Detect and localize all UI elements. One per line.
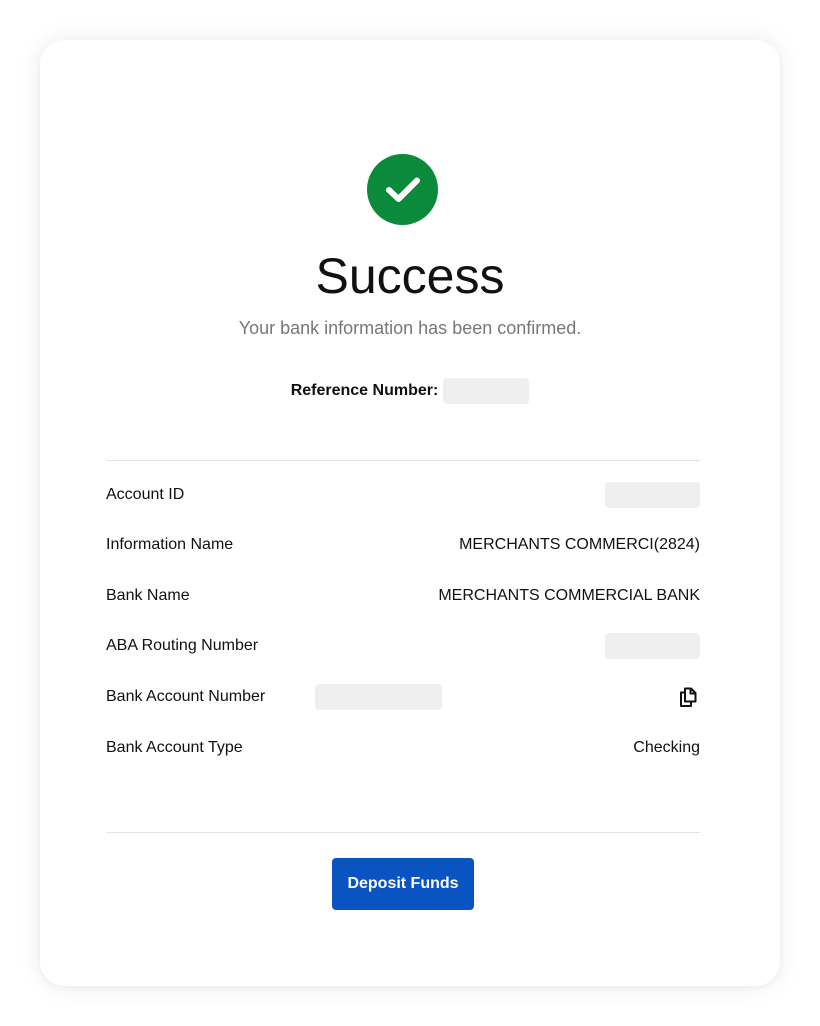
bank-account-type-label: Bank Account Type xyxy=(106,739,243,756)
information-name-value: MERCHANTS COMMERCI(2824) xyxy=(459,536,700,553)
deposit-funds-button[interactable]: Deposit Funds xyxy=(332,858,474,910)
bank-name-value: MERCHANTS COMMERCIAL BANK xyxy=(438,587,700,604)
account-id-label: Account ID xyxy=(106,486,185,503)
information-name-label: Information Name xyxy=(106,536,234,553)
reference-number-value xyxy=(443,378,529,404)
reference-number-label: Reference Number: xyxy=(290,382,439,399)
check-circle-icon xyxy=(367,154,438,225)
page-subtitle: Your bank information has been confirmed. xyxy=(238,318,582,338)
copy-icon-glyph xyxy=(677,686,699,708)
bank-account-number-value xyxy=(315,684,442,710)
bank-name-row xyxy=(106,583,700,609)
checkmark-icon xyxy=(385,176,421,204)
confirmation-card xyxy=(40,40,780,986)
aba-routing-value xyxy=(605,633,700,659)
aba-routing-label: ABA Routing Number xyxy=(106,637,259,654)
bank-account-type-row xyxy=(106,735,700,761)
bottom-divider xyxy=(106,832,700,833)
copy-icon[interactable] xyxy=(676,685,700,709)
information-name-row xyxy=(106,532,700,558)
reference-number-row xyxy=(40,378,780,404)
bank-account-type-value: Checking xyxy=(633,739,700,756)
top-divider xyxy=(106,460,700,461)
page-title: Success xyxy=(315,248,505,304)
bank-account-number-row xyxy=(106,684,700,710)
aba-routing-row xyxy=(106,633,700,659)
account-id-value xyxy=(605,482,700,508)
account-id-row xyxy=(106,482,700,508)
bank-name-label: Bank Name xyxy=(106,587,190,604)
bank-account-number-label: Bank Account Number xyxy=(106,688,266,705)
